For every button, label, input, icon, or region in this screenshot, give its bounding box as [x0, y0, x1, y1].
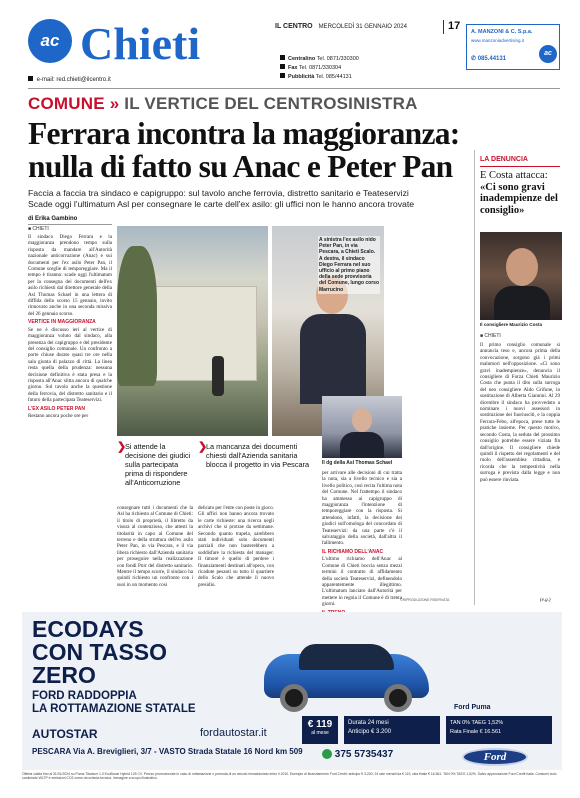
logo-icon [28, 19, 72, 63]
byline-rule [28, 224, 112, 225]
finance-terms: Durata 24 mesi Anticipo € 3.200 [344, 716, 440, 744]
ad-line-2: CON TASSO [32, 639, 168, 665]
sidebar-signature: (e.g.) [540, 598, 551, 603]
ad-company: A. MANZONI & C. S.p.a. [471, 29, 533, 35]
pull-quote-1: ❯ Si attende la decisione dei giudici sulla partecipata prima di rispondere all'Anticorruzione [117, 441, 191, 487]
sidebar-section: LA DENUNCIA [480, 156, 528, 163]
contact-fax: Fax Tel. 0871/330304 [280, 64, 359, 73]
article-col-1-text: Il sindaco Diego Ferrara e la maggioranza prendono tempo sulla risposta da mandare all'Autorità nazionale anticorruzione (Anac) e sui documenti per l'ex asilo Peter Pan, il Comune sceglie di temporeggiare. Ma il tempo è tiranno: scade oggi l'ultimatum per la consegna dei documenti dell'ex asilo richiesti dal direttore generale della Asl Thomas Schael in una lettera di diffida dello scorso 15 gennaio, invito rinnovato anche in una seconda missiva del 26 gennaio scorso. [28, 234, 112, 317]
sidebar-title-1: E Costa attacca: [480, 170, 548, 181]
ad-phone: ✆ 085.44131 [471, 56, 507, 62]
summary [28, 188, 468, 210]
email-icon [28, 76, 33, 81]
article-col-2: consegnare tutti i documenti che la Asl ha richiesto al Comune di Chieti: il titolo di proprietà, il libretto da visura al contenzioso, che attesti la titolarità in capo al Comune del terreno e della struttura dell'ex asilo Peter Pan, in via Pescara, e il via libera richiesto dall'Azienda sanitaria per proseguire nella realizzazione con fondi Pnrr del distretto sanitario. Mentre il tempo scorre, il sindaco ha quindi richiesto un confronto con i suoi in un momento così [117, 505, 193, 588]
sidebar-title-2: «Ci sono gravi inadempienze del consiglio» [480, 181, 558, 216]
headline-line-2: nulla di fatto su Anac e Peter Pan [28, 149, 453, 184]
sidebar-section-rule [480, 166, 560, 167]
ad-line-1: ECODAYS [32, 616, 144, 642]
sidebar-place: ■ CHIETI [480, 333, 501, 339]
summary-line-1: Faccia a faccia tra sindaco e capigruppo: sul tavolo anche ferrovia, distretto sanitario e Teateservizi [28, 188, 409, 198]
wheel-icon [384, 684, 412, 712]
photo-ex-asilo [117, 226, 268, 436]
header-rule [28, 88, 560, 89]
contact-list [280, 55, 359, 82]
person-shape [212, 356, 224, 396]
logo-mark: ac [40, 31, 60, 50]
summary-line-2: Scade oggi l'ultimatum Asl per consegnare le carte dell'ex asilo: gli uffici non le hanno ancora trovate [28, 199, 415, 209]
pull-quote-2: ❯ La mancanza dei documenti chiesti dall'Azienda sanitaria blocca il progetto in via Pescara [198, 441, 310, 469]
whatsapp-icon [322, 749, 332, 759]
ad-headline [32, 618, 167, 687]
price-unit: al mese [311, 730, 329, 736]
headline [28, 117, 468, 183]
ford-logo-icon: Ford [462, 748, 528, 766]
photo-caption-small: Il dg della Asl Thomas Schael [322, 460, 393, 466]
photo-caption-main: A sinistra l'ex asilo nido Peter Pan, in via Pescara, a Chieti Scalo. A destra, il sindaco Diego Ferrara nel suo ufficio al primo piano della sede provvisoria del Comune, lungo corso Marrucino [319, 237, 380, 293]
kicker-topic: IL VERTICE DEL CENTROSINISTRA [124, 94, 418, 113]
photo-costa [480, 232, 562, 320]
copyright-credit: ©RIPRODUZIONE RISERVATA [400, 598, 450, 602]
kicker [28, 94, 418, 114]
tree-shape [117, 246, 157, 386]
ad-subheadline [32, 690, 196, 716]
dealer-website[interactable]: fordautostar.it [200, 727, 267, 739]
finance-rates: TAN 0% TAEG 1,52% Rata Finale € 16.561 [446, 716, 552, 744]
ad-website[interactable]: www.manzoniadvertising.it [471, 38, 525, 43]
phone-icon: ✆ [471, 56, 477, 62]
page-title: Chieti [80, 18, 201, 69]
kicker-sep: » [109, 94, 120, 113]
subhead-vertice: VERTICE IN MAGGIORANZA [28, 319, 96, 326]
article-col-4b [405, 470, 470, 595]
portrait-body [300, 314, 366, 404]
photo-schael [322, 396, 402, 458]
header [0, 0, 580, 82]
sidebar-rule [474, 150, 475, 605]
ad-line-3: ZERO [32, 662, 96, 688]
email-line: e-mail: red.chieti@ilcentro.it [28, 76, 111, 83]
article-col-3: delicato per l'ente con poste in gioco. Gli uffici non hanno ancora trovato le carte richieste: una ricerca negli archivi che si protrae da settimane. Secondo quanto trapela, sarebbero stati individuati solo documenti parziali che non basterebbero a soddisfare la richiesta del manager. Il timore è quello di perdere i finanziamenti destinati all'opera, con ricadute pesanti su tutto il quartiere dello Scalo che attende il nuovo presidio. [198, 505, 274, 588]
email-link[interactable]: red.chieti@ilcentro.it [56, 77, 111, 83]
byline: di Erika Gambino [28, 216, 78, 222]
contact-centralino: Centralino Tel. 0871/330300 [280, 55, 359, 64]
subhead-anac: IL RICHIAMO DELL'ANAC [322, 548, 384, 555]
car-image [254, 626, 434, 712]
wheel-icon [280, 684, 308, 712]
article-col-1b-text: Se ne è discusso ieri al vertice di maggioranza voluto dal sindaco, alla presenza dei capigruppo e del presidente del consiglio comunale. Un confronto a porte chiuse durato quasi tre ore nella sala giunta di palazzo di città. La linea resta quella della prudenza: nessuna decisione definitiva è stata presa e la risposta all'Anac slitta ancora di qualche giorno. Sul tavolo anche la questione della ferrovia, del distretto sanitario e il futuro della partecipata Teateservizi. [28, 326, 112, 404]
subhead-ex-asilo: L'EX ASILO PETER PAN [28, 405, 86, 412]
sidebar-text: Il primo consiglio comunale si annuncia teso e, ancora prima della convocazione, sorgono già i primi malumori nell'opposizione. «Ci sono gravi inadempienze», denuncia il consigliere di Forza Chieti Maurizio Costa che punta il dito sulla surroga del neo consigliere Aldo Grifone, in sostituzione di Alberta Giannini. Al 29 dicembre il sindaco ha provveduto a nominare i nuovi assessori in sostituzione dei fuoriusciti, e la coppia Ferrara-Febo, all'epoca, prese tutte le pratiche insieme. Per questo motivo, secondo Costa, la seduta del prossimo consiglio potrebbe essere viziata fin dall'origine. Il consigliere chiede quindi il rispetto dei regolamenti e del ruolo dell'assemblea cittadina, e ricorda che la tempestività nella surroga è prevista dalla legge e non può essere rinviata. [480, 342, 560, 483]
sidebar-title [480, 170, 562, 216]
ad-fine-print: Offerta valida fino al 31/01/2024 su Puma Titanium 1.0 EcoBoost Hybrid 125 CV. Prezzo promozionale in caso di rottamazione o permuta di un veicolo immatricolato entro il 2010. Esempio di finanziamento Ford Credit: anticipo € 3.200, 24 rate mensili da € 119, rata finale € 16.561. TAN 0% TAEG 1,52%. Salvo approvazione Ford Credit Italia. Consumi ciclo combinato WLTP e emissioni CO2 come da scheda tecnica. Immagine a scopo illustrativo. [22, 772, 557, 781]
ad-logo-icon: ac [539, 45, 557, 63]
header-divider [443, 20, 444, 34]
ad-box[interactable] [466, 24, 560, 70]
price-main: € 119 [307, 719, 333, 730]
building-shape [147, 286, 257, 381]
dealer-name: AUTOSTAR [32, 727, 98, 741]
kicker-section: COMUNE [28, 94, 105, 113]
article-place: ■ CHIETI [28, 226, 49, 232]
masthead-line [275, 23, 407, 30]
paper-name: IL CENTRO [275, 23, 313, 30]
ad-line-4: FORD RADDOPPIA [32, 690, 137, 702]
headline-line-1: Ferrara incontra la maggioranza: [28, 116, 460, 151]
ad-line-5: LA ROTTAMAZIONE STATALE [32, 703, 196, 715]
page-number: 17 [448, 20, 461, 32]
dealer-address: PESCARA Via A. Breviglieri, 3/7 - VASTO Strada Statale 16 Nord km 509 [32, 747, 303, 756]
article-col-1c-text: Restano ancora poche ore per [28, 412, 89, 419]
sidebar-caption: Il consigliere Maurizio Costa [480, 322, 543, 327]
issue-date: MERCOLEDÌ 31 GENNAIO 2024 [318, 24, 407, 30]
quote-mark-icon: ❯ [117, 441, 127, 453]
car-ad[interactable] [22, 612, 562, 770]
article-col-4: per arrivare alle decisioni di cui tratta la nota, sia a livello tecnico e sia a livello politico, così recita l'ultima nota del Comune. Nel frattempo il sindaco ha ammesso ai capigruppo di maggioranza l'intenzione di temporeggiare con la risposta. Si attendono, infatti, la decisione dei giudici sull'omologa del concordato di Teateservizi: da una parte c'è il salvataggio della società, dall'altra il fallimento. IL RICHIAMO DELL'ANAC L'ultimo richiamo dell'Anac al Comune di Chieti boccia senza mezzi termini il contratto di affidamento della società Teateservizi, definendolo apparentemente illegittimo. L'ultimatum lanciato dall'Autorità per mettere in regola il Comune è di trenta giorni. [322, 470, 402, 605]
price-box [302, 716, 338, 744]
car-model: Ford Puma [454, 704, 491, 711]
contact-pubblicita: Pubblicità Tel. 085/44131 [280, 73, 359, 82]
dealer-phone[interactable]: 375 5735437 [322, 749, 393, 760]
quote-mark-icon: ❯ [198, 441, 208, 453]
